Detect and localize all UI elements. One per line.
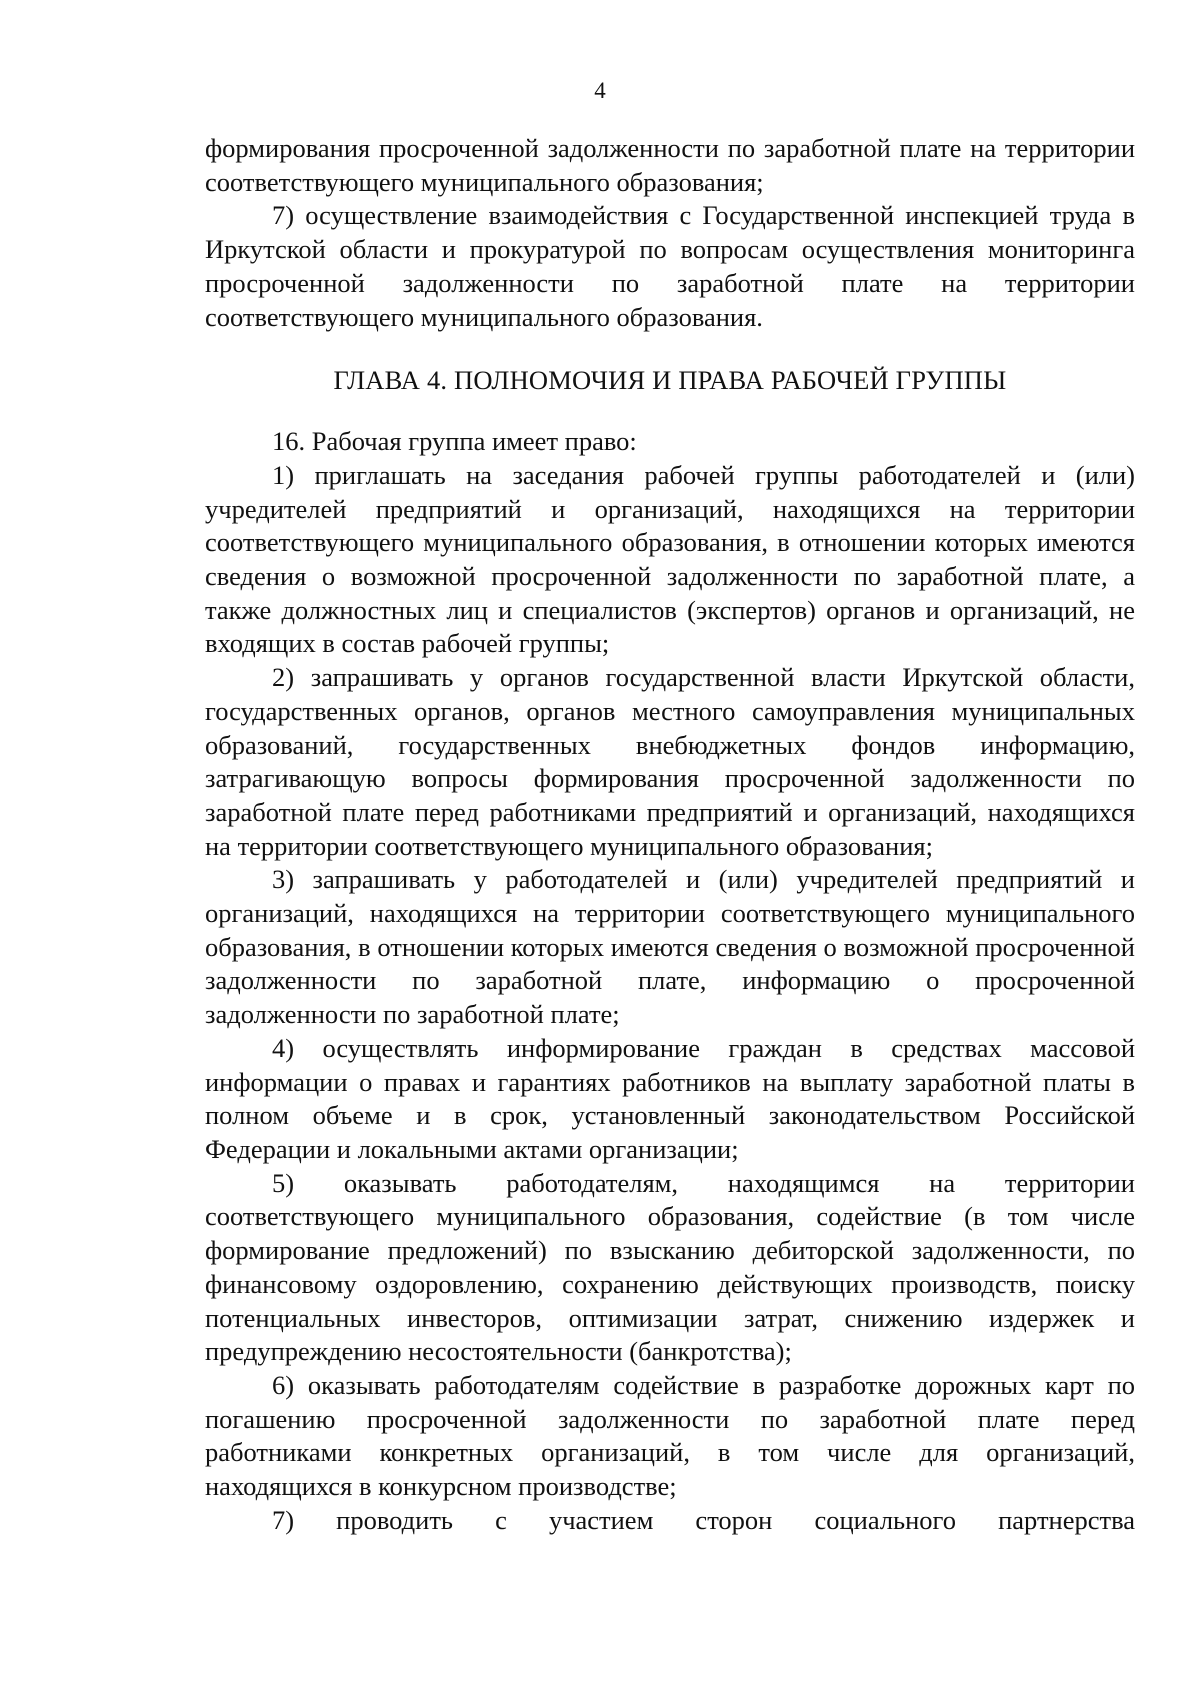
paragraph-16-intro: 16. Рабочая группа имеет право:: [272, 426, 637, 457]
paragraph-item-2: 2) запрашивать у органов государственной власти Иркутской области, государственных органов, органов местного самоуправления муниципальных образований, государственных внебюджетных фондов информацию, затрагивающую вопросы формирования просроченной задолженности по заработной плате перед работниками предприятий и организаций, находящихся на территории соответствующего муниципального образования;: [205, 662, 1135, 861]
paragraph-continued: формирования просроченной задолженности по заработной плате на территории соответствующего муниципального образования;: [205, 133, 1135, 197]
chapter-title: ГЛАВА 4. ПОЛНОМОЧИЯ И ПРАВА РАБОЧЕЙ ГРУППЫ: [333, 365, 1007, 396]
paragraph-item-4: 4) осуществлять информирование граждан в средствах массовой информации о правах и гарантиях работников на выплату заработной платы в полном объеме и в срок, установленный законодательством Российской Федерации и локальными актами организации;: [205, 1032, 1135, 1164]
paragraph-item-7-partial: 7) проводить с участием сторон социального партнерства: [272, 1504, 1135, 1535]
page-number: 4: [594, 78, 606, 103]
document-body: [205, 132, 1135, 1537]
paragraph-item-3: 3) запрашивать у работодателей и (или) учредителей предприятий и организаций, находящихся на территории соответствующего муниципального образования, в отношении которых имеются сведения о возможной просроченной задолженности по заработной плате, информацию о просроченной задолженности по заработной плате;: [205, 864, 1135, 1030]
paragraph-item-7-interaction: 7) осуществление взаимодействия с Государственной инспекцией труда в Иркутской области и прокуратурой по вопросам осуществления мониторинга просроченной задолженности по заработной плате на территории соответствующего муниципального образования.: [205, 200, 1135, 332]
paragraph-item-5: 5) оказывать работодателям, находящимся на территории соответствующего муниципального образования, содействие (в том числе формирование предложений) по взысканию дебиторской задолженности, по финансовому оздоровлению, сохранению действующих производств, поиску потенциальных инвесторов, оптимизации затрат, снижению издержек и предупреждению несостоятельности (банкротства);: [205, 1167, 1135, 1367]
paragraph-item-6: 6) оказывать работодателям содействие в разработке дорожных карт по погашению просроченной задолженности по заработной плате перед работниками конкретных организаций, в том числе для организаций, находящихся в конкурсном производстве;: [205, 1369, 1135, 1502]
paragraph-item-1: 1) приглашать на заседания рабочей группы работодателей и (или) учредителей предприятий и организаций, находящихся на территории соответствующего муниципального образования, в отношении которых имеются сведения о возможной просроченной задолженности по заработной плате, а также должностных лиц и специалистов (экспертов) органов и организаций, не входящих в состав рабочей группы;: [205, 459, 1135, 659]
